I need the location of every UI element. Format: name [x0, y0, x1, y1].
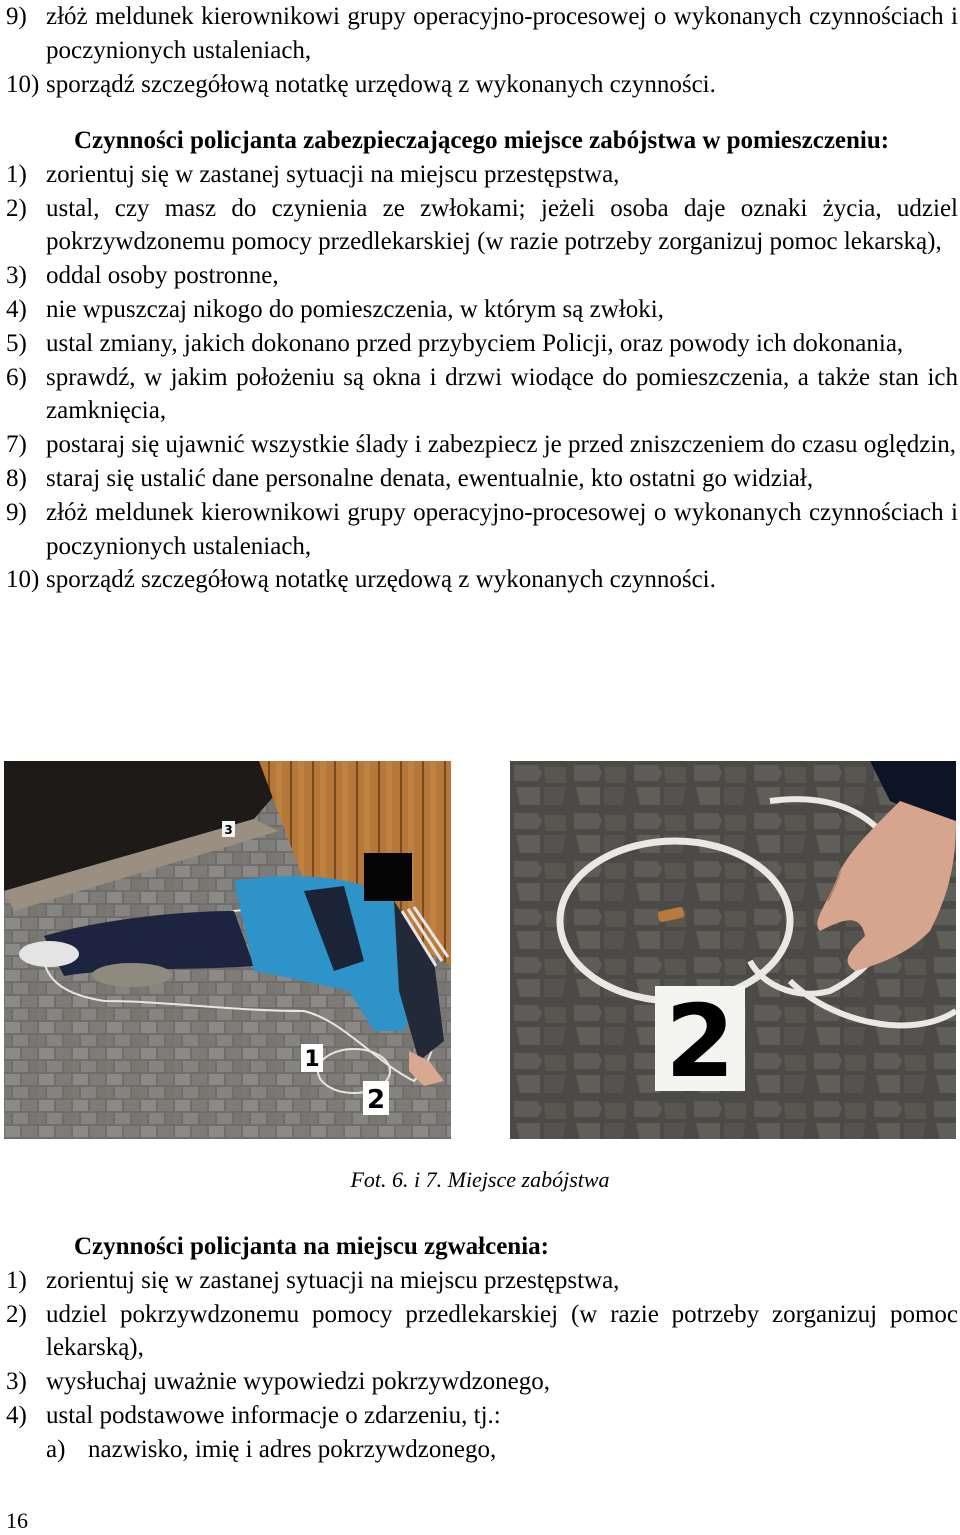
list-item: [6, 0, 958, 68]
item-text: udziel pokrzywdzonemu pomocy przedlekarskiej (w razie potrzeby zorganizuj pomoc lekarską),: [46, 1300, 958, 1362]
item-number: 4): [6, 295, 27, 323]
item-text: ustal, czy masz do czynienia ze zwłokami; jeżeli osoba daje oznaki życia, udziel pokrzywdzonemu pomocy przedlekarskiej (w razie potrzeby zorganizuj pomoc lekarską),: [46, 194, 958, 256]
crime-scene-photo-body: [4, 761, 451, 1139]
item-text: sporządź szczegółową notatkę urzędową z wykonanych czynności.: [46, 70, 716, 98]
list-item: [6, 1298, 958, 1366]
item-number: 1): [6, 1266, 27, 1294]
item-text: zorientuj się w zastanej sytuacji na miejscu przestępstwa,: [46, 160, 620, 188]
list-item: [6, 1264, 958, 1298]
list-item: [6, 192, 958, 260]
item-text: postaraj się ujawnić wszystkie ślady i zabezpiecz je przed zniszczeniem do czasu oględzin,: [46, 431, 957, 459]
list-item: [6, 68, 958, 102]
item-text: wysłuchaj uważnie wypowiedzi pokrzywdzonego,: [46, 1368, 551, 1396]
item-number: 3): [6, 262, 27, 290]
item-text: ustal podstawowe informacje o zdarzeniu, tj.:: [46, 1401, 501, 1429]
list-item: [6, 1399, 958, 1433]
photo-caption: Fot. 6. i 7. Miejsce zabójstwa: [350, 1167, 610, 1192]
sub-list-item: [6, 1433, 958, 1467]
item-text: zorientuj się w zastanej sytuacji na miejscu przestępstwa,: [46, 1266, 620, 1294]
evidence-marker-2: 2: [366, 1085, 386, 1115]
crime-scene-photo-shell-casing: [510, 761, 956, 1139]
list-item: [6, 496, 958, 564]
list-item: [6, 1365, 958, 1399]
list-item: [6, 327, 958, 361]
list-item: [6, 462, 958, 496]
list-item: [6, 293, 958, 327]
item-number: 10): [6, 566, 40, 594]
item-number: 2): [6, 194, 27, 222]
item-number: 5): [6, 329, 27, 357]
photo-row: [4, 761, 956, 1139]
section-rape-scene: [6, 1230, 958, 1467]
item-number: 3): [6, 1368, 27, 1396]
item-text: oddal osoby postronne,: [46, 262, 279, 290]
section-homicide-indoor: [6, 124, 958, 597]
item-number: 7): [6, 431, 27, 459]
list-item: [6, 428, 958, 462]
item-text: staraj się ustalić dane personalne denata, ewentualnie, kto ostatni go widział,: [46, 464, 814, 492]
item-number: 9): [6, 498, 27, 526]
list-item: [6, 259, 958, 293]
item-text: nazwisko, imię i adres pokrzywdzonego,: [88, 1435, 497, 1463]
evidence-marker-2-large: 2: [665, 983, 735, 1100]
item-letter: a): [46, 1435, 66, 1463]
item-number: 1): [6, 160, 27, 188]
item-number: 2): [6, 1300, 27, 1328]
item-text: sprawdź, w jakim położeniu są okna i drzwi wiodące do pomieszczenia, a także stan ich zamknięcia,: [46, 363, 958, 425]
list-item: [6, 158, 958, 192]
evidence-marker-1: 1: [304, 1047, 320, 1072]
list-item: [6, 563, 958, 597]
item-text: nie wpuszczaj nikogo do pomieszczenia, w którym są zwłoki,: [46, 295, 664, 323]
item-text: złóż meldunek kierownikowi grupy operacyjno-procesowej o wykonanych czynnościach i poczynionych ustaleniach,: [46, 3, 958, 64]
item-number: 9): [6, 3, 27, 30]
top-list: [6, 0, 958, 101]
item-number: 4): [6, 1401, 27, 1429]
item-text: ustal zmiany, jakich dokonano przed przybyciem Policji, oraz powody ich dokonania,: [46, 329, 904, 357]
item-text: sporządź szczegółową notatkę urzędową z wykonanych czynności.: [46, 566, 716, 594]
page-number: 16: [6, 1508, 28, 1533]
item-number: 6): [6, 363, 27, 391]
list-item: [6, 361, 958, 429]
section-heading: Czynności policjanta na miejscu zgwałcenia:: [74, 1233, 549, 1260]
item-text: złóż meldunek kierownikowi grupy operacyjno-procesowej o wykonanych czynnościach i poczynionych ustaleniach,: [46, 498, 958, 560]
section-heading: Czynności policjanta zabezpieczającego miejsce zabójstwa w pomieszczeniu:: [74, 127, 890, 154]
evidence-marker-3: 3: [224, 823, 233, 837]
item-number: 10): [6, 70, 40, 98]
item-number: 8): [6, 464, 27, 492]
